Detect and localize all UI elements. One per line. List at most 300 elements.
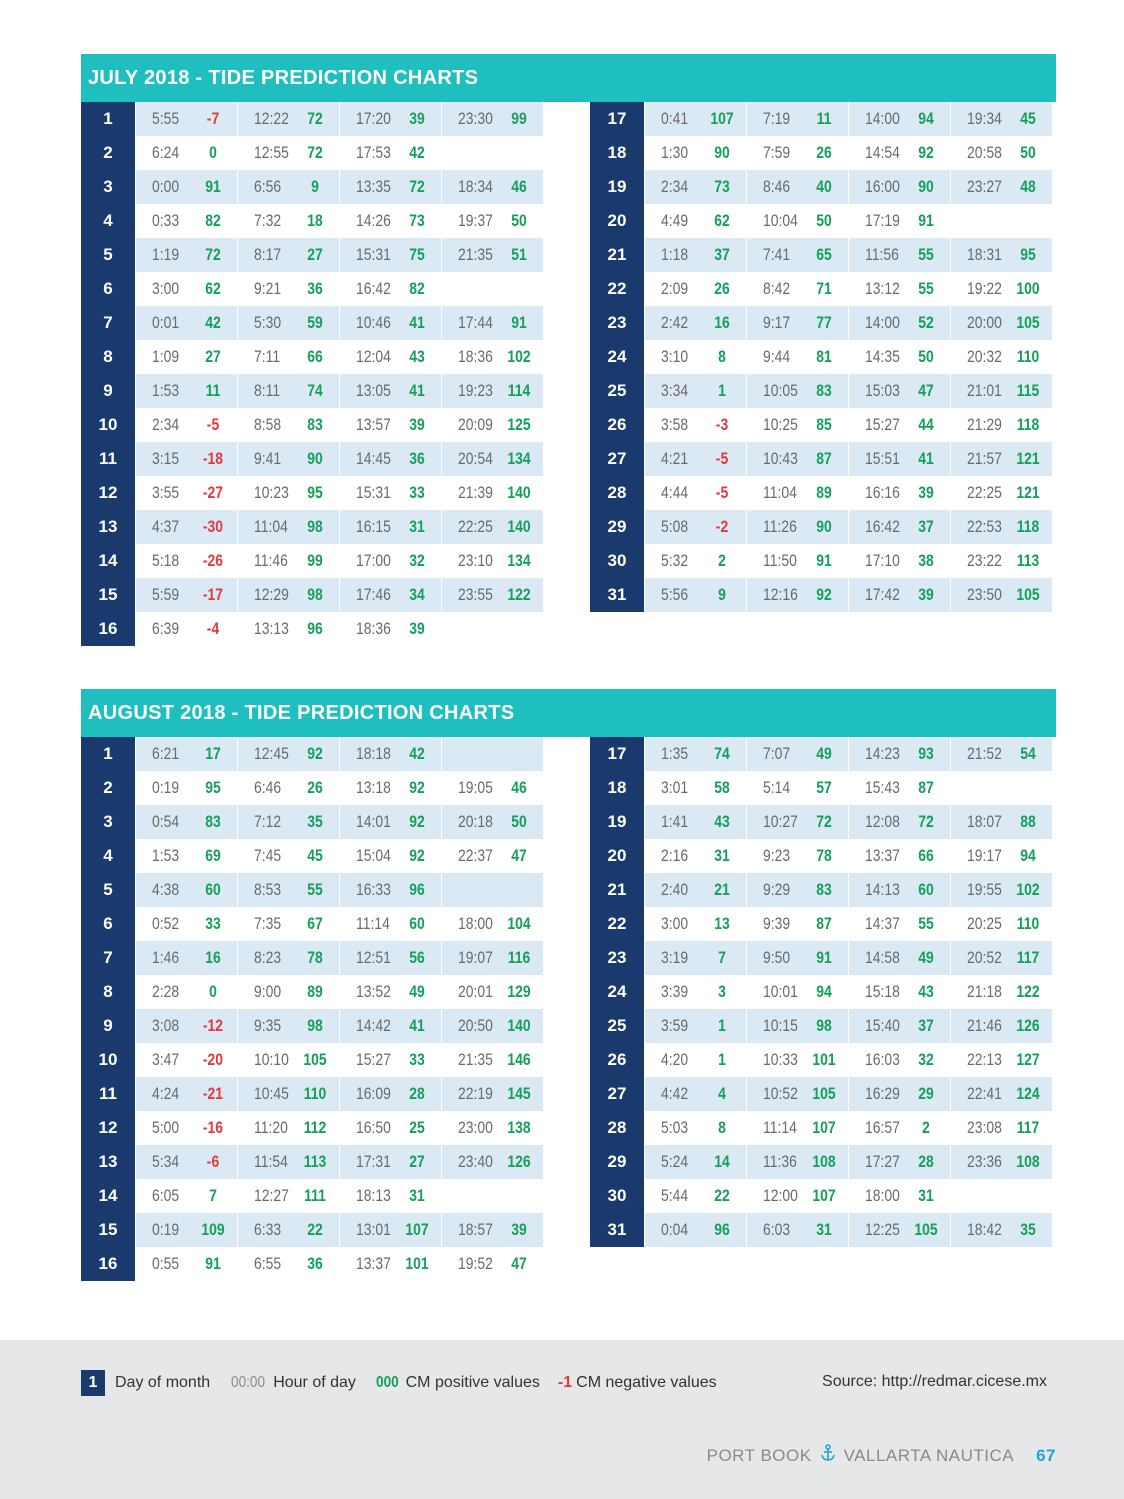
tide-entry [644,737,746,771]
tide-time: 21:39 [458,483,493,502]
august-section [81,689,1056,1337]
tide-entry [339,442,441,476]
tide-time: 1:53 [152,381,180,400]
table-row [81,102,545,136]
day-number: 4 [81,839,135,873]
tide-height: 112 [303,1118,327,1137]
tide-entry [644,1179,746,1213]
tide-entry [135,442,237,476]
table-row [590,771,1054,805]
tide-time: 23:10 [458,551,493,570]
tide-entry [237,238,339,272]
day-number: 17 [590,737,644,771]
tide-height: 38 [918,551,934,570]
tide-time: 21:35 [458,1050,493,1069]
tide-time: 17:53 [356,143,391,162]
day-number: 11 [81,442,135,476]
tide-entry [441,1009,543,1043]
day-number: 18 [590,136,644,170]
tide-time: 16:29 [865,1084,900,1103]
tide-height: 91 [816,948,832,967]
tide-time: 10:04 [763,211,798,230]
tide-entry [135,1247,237,1281]
tide-time: 23:30 [458,109,493,128]
tide-height: 73 [714,177,730,196]
day-number: 21 [590,873,644,907]
tide-entry [135,510,237,544]
tide-height: 122 [1016,982,1040,1001]
table-row [81,170,545,204]
tide-entry [644,771,746,805]
tide-entry [950,1111,1052,1145]
tide-entry [339,578,441,612]
tide-entry [339,873,441,907]
july-tide-table [81,102,1056,702]
tide-entry [237,306,339,340]
tide-height: 114 [507,381,531,400]
tide-time: 16:33 [356,880,391,899]
tide-time: 9:50 [763,948,791,967]
day-number: 6 [81,272,135,306]
tide-time: 6:39 [152,619,180,638]
tide-height: 125 [507,415,531,434]
tide-height: 57 [816,778,832,797]
tide-time: 10:05 [763,381,798,400]
tide-entry [950,1213,1052,1247]
tide-height: 49 [918,948,934,967]
tide-height: 98 [307,517,323,536]
tide-time: 13:37 [865,846,900,865]
tide-entry [441,941,543,975]
tide-entry [644,1213,746,1247]
tide-height: 13 [714,914,730,933]
tide-height: 101 [405,1254,429,1273]
tide-height: 39 [409,415,425,434]
tide-entry [746,1009,848,1043]
tide-time: 1:30 [661,143,689,162]
tide-time: 20:58 [967,143,1002,162]
tide-height: 72 [307,109,323,128]
table-row [81,805,545,839]
tide-entry [135,612,237,646]
tide-height: 39 [409,619,425,638]
tide-time: 1:18 [661,245,689,264]
tide-entry [237,839,339,873]
tide-height: 140 [507,517,531,536]
tide-entry [237,1145,339,1179]
brand-port-book: PORT BOOK [706,1445,812,1465]
tide-time: 11:20 [254,1118,288,1137]
tide-entry [339,1247,441,1281]
tide-time: 0:52 [152,914,180,933]
tide-height: 82 [409,279,425,298]
tide-height: 31 [714,846,730,865]
july-days-1-16 [81,102,545,646]
tide-height: 107 [405,1220,429,1239]
day-number: 8 [81,975,135,1009]
tide-entry [135,544,237,578]
tide-height: 27 [409,1152,425,1171]
tide-time: 20:00 [967,313,1002,332]
tide-height: 105 [303,1050,327,1069]
tide-entry [950,476,1052,510]
tide-entry [644,1077,746,1111]
tide-entry [746,578,848,612]
day-number: 22 [590,272,644,306]
tide-entry [135,408,237,442]
day-number: 14 [81,1179,135,1213]
tide-time: 6:05 [152,1186,180,1205]
tide-entry [950,374,1052,408]
tide-height: 60 [205,880,221,899]
legend [81,1370,717,1396]
tide-entry [441,544,543,578]
tide-height: 102 [1016,880,1040,899]
table-row [81,340,545,374]
tide-time: 6:56 [254,177,282,196]
tide-time: 8:58 [254,415,282,434]
august-tide-table [81,737,1056,1337]
tide-time: 18:57 [458,1220,493,1239]
tide-time: 2:28 [152,982,180,1001]
tide-entry [441,805,543,839]
tide-height: 48 [1020,177,1036,196]
tide-time: 16:16 [865,483,900,502]
tide-time: 12:16 [763,585,798,604]
tide-entry [135,578,237,612]
tide-time: 23:36 [967,1152,1002,1171]
day-number: 15 [81,578,135,612]
tide-height: -21 [202,1084,224,1103]
table-row [81,1009,545,1043]
tide-time: 13:18 [356,778,391,797]
legend-day-sample: 1 [81,1370,105,1396]
tide-height: 94 [1020,846,1036,865]
tide-time: 9:35 [254,1016,282,1035]
tide-time: 14:13 [865,880,900,899]
tide-entry [237,340,339,374]
tide-time: 0:33 [152,211,180,230]
tide-entry [237,975,339,1009]
tide-entry [644,1145,746,1179]
tide-height: 54 [1020,744,1036,763]
tide-height: 35 [307,812,323,831]
table-row [81,306,545,340]
tide-entry [135,1179,237,1213]
tide-time: 0:01 [152,313,180,332]
tide-time: 8:46 [763,177,791,196]
brand-vallarta-nautica: VALLARTA NAUTICA [843,1445,1015,1465]
tide-time: 17:44 [458,313,493,332]
tide-entry [848,1077,950,1111]
tide-time: 5:30 [254,313,282,332]
tide-time: 16:57 [865,1118,900,1137]
table-row [590,1145,1054,1179]
day-number: 11 [81,1077,135,1111]
tide-entry [950,510,1052,544]
tide-time: 5:56 [661,585,689,604]
tide-entry [950,578,1052,612]
tide-height: 37 [918,517,934,536]
day-number: 7 [81,306,135,340]
day-number: 13 [81,510,135,544]
table-row [81,1111,545,1145]
tide-height: 92 [409,846,425,865]
tide-time: 11:36 [763,1152,797,1171]
table-row [81,873,545,907]
tide-time: 11:04 [254,517,288,536]
tide-entry [441,272,543,306]
tide-time: 15:40 [865,1016,900,1035]
tide-time: 3:10 [661,347,689,366]
tide-entry [950,975,1052,1009]
tide-entry [950,136,1052,170]
day-number: 19 [590,805,644,839]
tide-time: 11:14 [356,914,390,933]
tide-time: 5:03 [661,1118,689,1137]
tide-time: 18:36 [356,619,391,638]
day-number: 1 [81,737,135,771]
table-row [81,1247,545,1281]
tide-entry [644,476,746,510]
tide-height: -5 [206,415,220,434]
tide-entry [848,306,950,340]
tide-height: 50 [816,211,832,230]
tide-height: 31 [918,1186,934,1205]
tide-time: 7:07 [763,744,791,763]
tide-time: 9:29 [763,880,791,899]
tide-time: 11:14 [763,1118,797,1137]
table-row [590,1009,1054,1043]
day-number: 7 [81,941,135,975]
tide-entry [441,204,543,238]
tide-height: -12 [202,1016,224,1035]
tide-time: 22:37 [458,846,493,865]
tide-entry [746,1043,848,1077]
tide-entry [237,578,339,612]
page-number: 67 [1036,1445,1056,1465]
tide-height: 39 [409,109,425,128]
tide-entry [339,907,441,941]
day-number: 10 [81,408,135,442]
day-number: 15 [81,1213,135,1247]
tide-time: 7:32 [254,211,282,230]
tide-entry [644,1043,746,1077]
tide-entry [746,238,848,272]
day-number: 5 [81,873,135,907]
tide-height: -5 [715,449,729,468]
tide-entry [237,612,339,646]
tide-height: 1 [718,381,726,400]
tide-height: 43 [409,347,425,366]
tide-time: 15:27 [865,415,900,434]
tide-entry [441,737,543,771]
day-number: 30 [590,1179,644,1213]
tide-height: 44 [918,415,934,434]
tide-entry [848,136,950,170]
day-number: 22 [590,907,644,941]
tide-height: 75 [409,245,425,264]
tide-entry [339,1145,441,1179]
tide-time: 12:25 [865,1220,900,1239]
tide-height: 26 [714,279,730,298]
tide-entry [339,805,441,839]
legend-hour-label: Hour of day [273,1374,356,1391]
tide-entry [441,578,543,612]
tide-time: 7:45 [254,846,282,865]
tide-entry [441,170,543,204]
tide-height: 46 [511,778,527,797]
table-row [590,442,1054,476]
tide-time: 15:18 [865,982,900,1001]
tide-entry [950,805,1052,839]
tide-time: 11:46 [254,551,288,570]
tide-height: 126 [507,1152,531,1171]
tide-entry [135,941,237,975]
tide-height: 121 [1016,449,1040,468]
tide-entry [237,1111,339,1145]
tide-height: 32 [918,1050,934,1069]
tide-entry [746,476,848,510]
tide-entry [848,1213,950,1247]
day-number: 9 [81,1009,135,1043]
tide-entry [237,1213,339,1247]
tide-entry [339,374,441,408]
august-title: AUGUST 2018 - TIDE PREDICTION CHARTS [81,689,1056,737]
tide-time: 9:17 [763,313,791,332]
tide-entry [950,737,1052,771]
tide-entry [135,204,237,238]
tide-height: 62 [205,279,221,298]
tide-entry [848,771,950,805]
tide-entry [237,805,339,839]
tide-height: 117 [1016,948,1040,967]
table-row [81,238,545,272]
tide-time: 22:25 [458,517,493,536]
legend-hour-sample: 00:00 [231,1374,266,1391]
table-row [590,1043,1054,1077]
tide-time: 21:29 [967,415,1002,434]
tide-time: 18:07 [967,812,1002,831]
day-number: 20 [590,839,644,873]
day-number: 3 [81,170,135,204]
tide-time: 9:21 [254,279,282,298]
tide-height: 22 [714,1186,730,1205]
table-row [590,1179,1054,1213]
tide-height: 96 [307,619,323,638]
tide-time: 3:00 [152,279,180,298]
tide-entry [848,1009,950,1043]
tide-height: 41 [918,449,934,468]
tide-height: 146 [507,1050,531,1069]
tide-height: 92 [918,143,934,162]
tide-entry [644,170,746,204]
tide-height: -17 [202,585,224,604]
tide-height: 96 [409,880,425,899]
tide-entry [950,102,1052,136]
tide-time: 0:04 [661,1220,689,1239]
tide-time: 14:42 [356,1016,391,1035]
table-row [81,941,545,975]
tide-height: 0 [209,143,217,162]
tide-height: 99 [307,551,323,570]
tide-time: 14:26 [356,211,391,230]
table-row [81,476,545,510]
table-row [81,1077,545,1111]
tide-entry [746,1077,848,1111]
tide-height: 31 [409,1186,425,1205]
tide-time: 22:13 [967,1050,1002,1069]
tide-time: 11:56 [865,245,899,264]
tide-entry [135,170,237,204]
tide-entry [848,340,950,374]
day-number: 31 [590,1213,644,1247]
tide-time: 19:52 [458,1254,493,1273]
tide-time: 9:39 [763,914,791,933]
day-number: 2 [81,771,135,805]
tide-entry [237,1077,339,1111]
tide-entry [441,102,543,136]
tide-height: 90 [307,449,323,468]
tide-entry [644,839,746,873]
tide-entry [339,1043,441,1077]
table-row [81,1179,545,1213]
tide-height: 107 [812,1118,836,1137]
table-row [590,476,1054,510]
tide-time: 3:01 [661,778,689,797]
tide-entry [848,839,950,873]
tide-time: 21:52 [967,744,1002,763]
tide-time: 16:50 [356,1118,391,1137]
tide-entry [237,204,339,238]
tide-time: 1:46 [152,948,180,967]
tide-height: 140 [507,483,531,502]
tide-height: 66 [307,347,323,366]
tide-entry [746,1145,848,1179]
tide-entry [848,1043,950,1077]
tide-height: 90 [714,143,730,162]
tide-entry [441,1247,543,1281]
legend-negative-label: CM negative values [576,1374,717,1391]
tide-height: 74 [307,381,323,400]
tide-height: 55 [307,880,323,899]
tide-height: 90 [816,517,832,536]
tide-height: 41 [409,313,425,332]
tide-time: 20:09 [458,415,493,434]
tide-entry [441,1145,543,1179]
tide-time: 13:37 [356,1254,391,1273]
tide-time: 21:57 [967,449,1002,468]
tide-time: 10:23 [254,483,289,502]
tide-height: 108 [1016,1152,1040,1171]
table-row [81,612,545,646]
tide-entry [237,1247,339,1281]
tide-entry [848,941,950,975]
tide-height: 110 [1016,347,1040,366]
day-number: 27 [590,1077,644,1111]
day-number: 6 [81,907,135,941]
tide-entry [848,1179,950,1213]
tide-entry [135,771,237,805]
tide-height: 72 [816,812,832,831]
tide-time: 0:41 [661,109,689,128]
tide-entry [441,1043,543,1077]
tide-height: 78 [816,846,832,865]
tide-height: 109 [201,1220,225,1239]
tide-height: -2 [715,517,729,536]
tide-time: 7:41 [763,245,791,264]
table-row [81,839,545,873]
